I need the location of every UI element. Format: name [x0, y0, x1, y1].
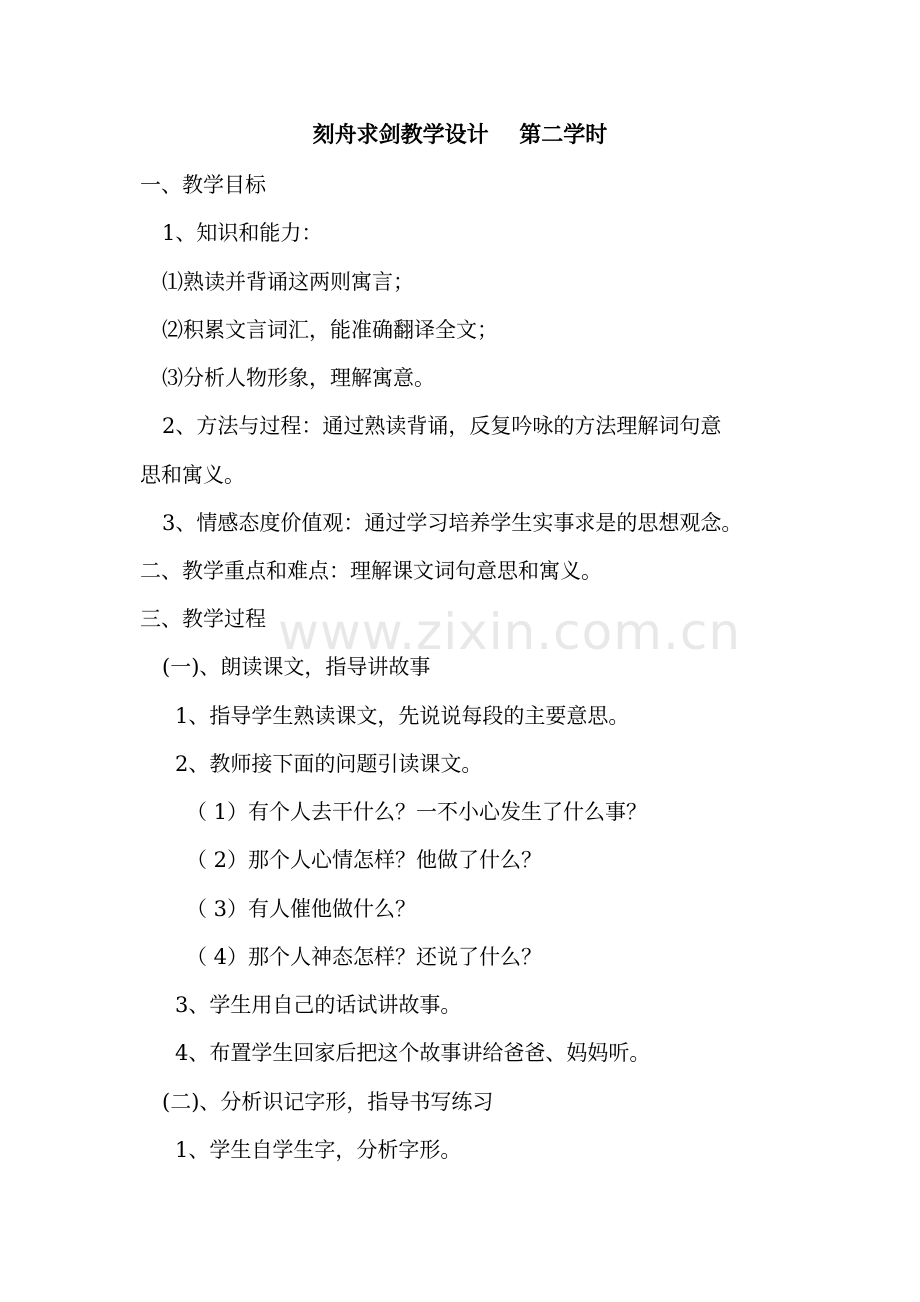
subsection-heading-writing: (二)、分析识记字形，指导书写练习 [162, 1090, 494, 1114]
objective-item: ⑴熟读并背诵这两则寓言； [162, 270, 414, 294]
objective-item: ⑶分析人物形象，理解寓意。 [162, 366, 435, 390]
question-item: （ 4）那个人神态怎样？还说了什么？ [186, 945, 543, 969]
process-step: 1、学生自学生字，分析字形。 [175, 1138, 462, 1162]
question-item: （ 2）那个人心情怎样？他做了什么？ [186, 848, 543, 872]
process-step: 4、布置学生回家后把这个故事讲给爸爸、妈妈听。 [175, 1041, 651, 1065]
section-heading-objectives: 一、教学目标 [140, 173, 266, 197]
subsection-heading-reading: (一)、朗读课文，指导讲故事 [162, 655, 431, 679]
document-title: 刻舟求剑教学设计 第二学时 [312, 122, 608, 148]
objective-attitude-line: 3、情感态度价值观：通过学习培养学生实事求是的思想观念。 [162, 511, 743, 535]
process-step: 1、指导学生熟读课文，先说说每段的主要意思。 [175, 704, 630, 728]
question-item: （ 1）有个人去干什么？一不小心发生了什么事？ [186, 800, 648, 824]
watermark-text: www.zixin.com.cn [278, 603, 742, 661]
process-step: 3、学生用自己的话试讲故事。 [175, 993, 462, 1017]
objective-method-line: 2、方法与过程：通过熟读背诵，反复吟咏的方法理解词句意 [162, 414, 722, 438]
objective-method-continuation: 思和寓义。 [140, 463, 245, 487]
section-heading-focus: 二、教学重点和难点：理解课文词句意思和寓义。 [140, 559, 602, 583]
objective-knowledge-heading: 1、知识和能力： [162, 221, 323, 245]
objective-item: ⑵积累文言词汇，能准确翻译全文； [162, 318, 498, 342]
section-heading-process: 三、教学过程 [140, 607, 266, 631]
question-item: （ 3）有人催他做什么？ [186, 897, 417, 921]
process-step: 2、教师接下面的问题引读课文。 [175, 752, 483, 776]
